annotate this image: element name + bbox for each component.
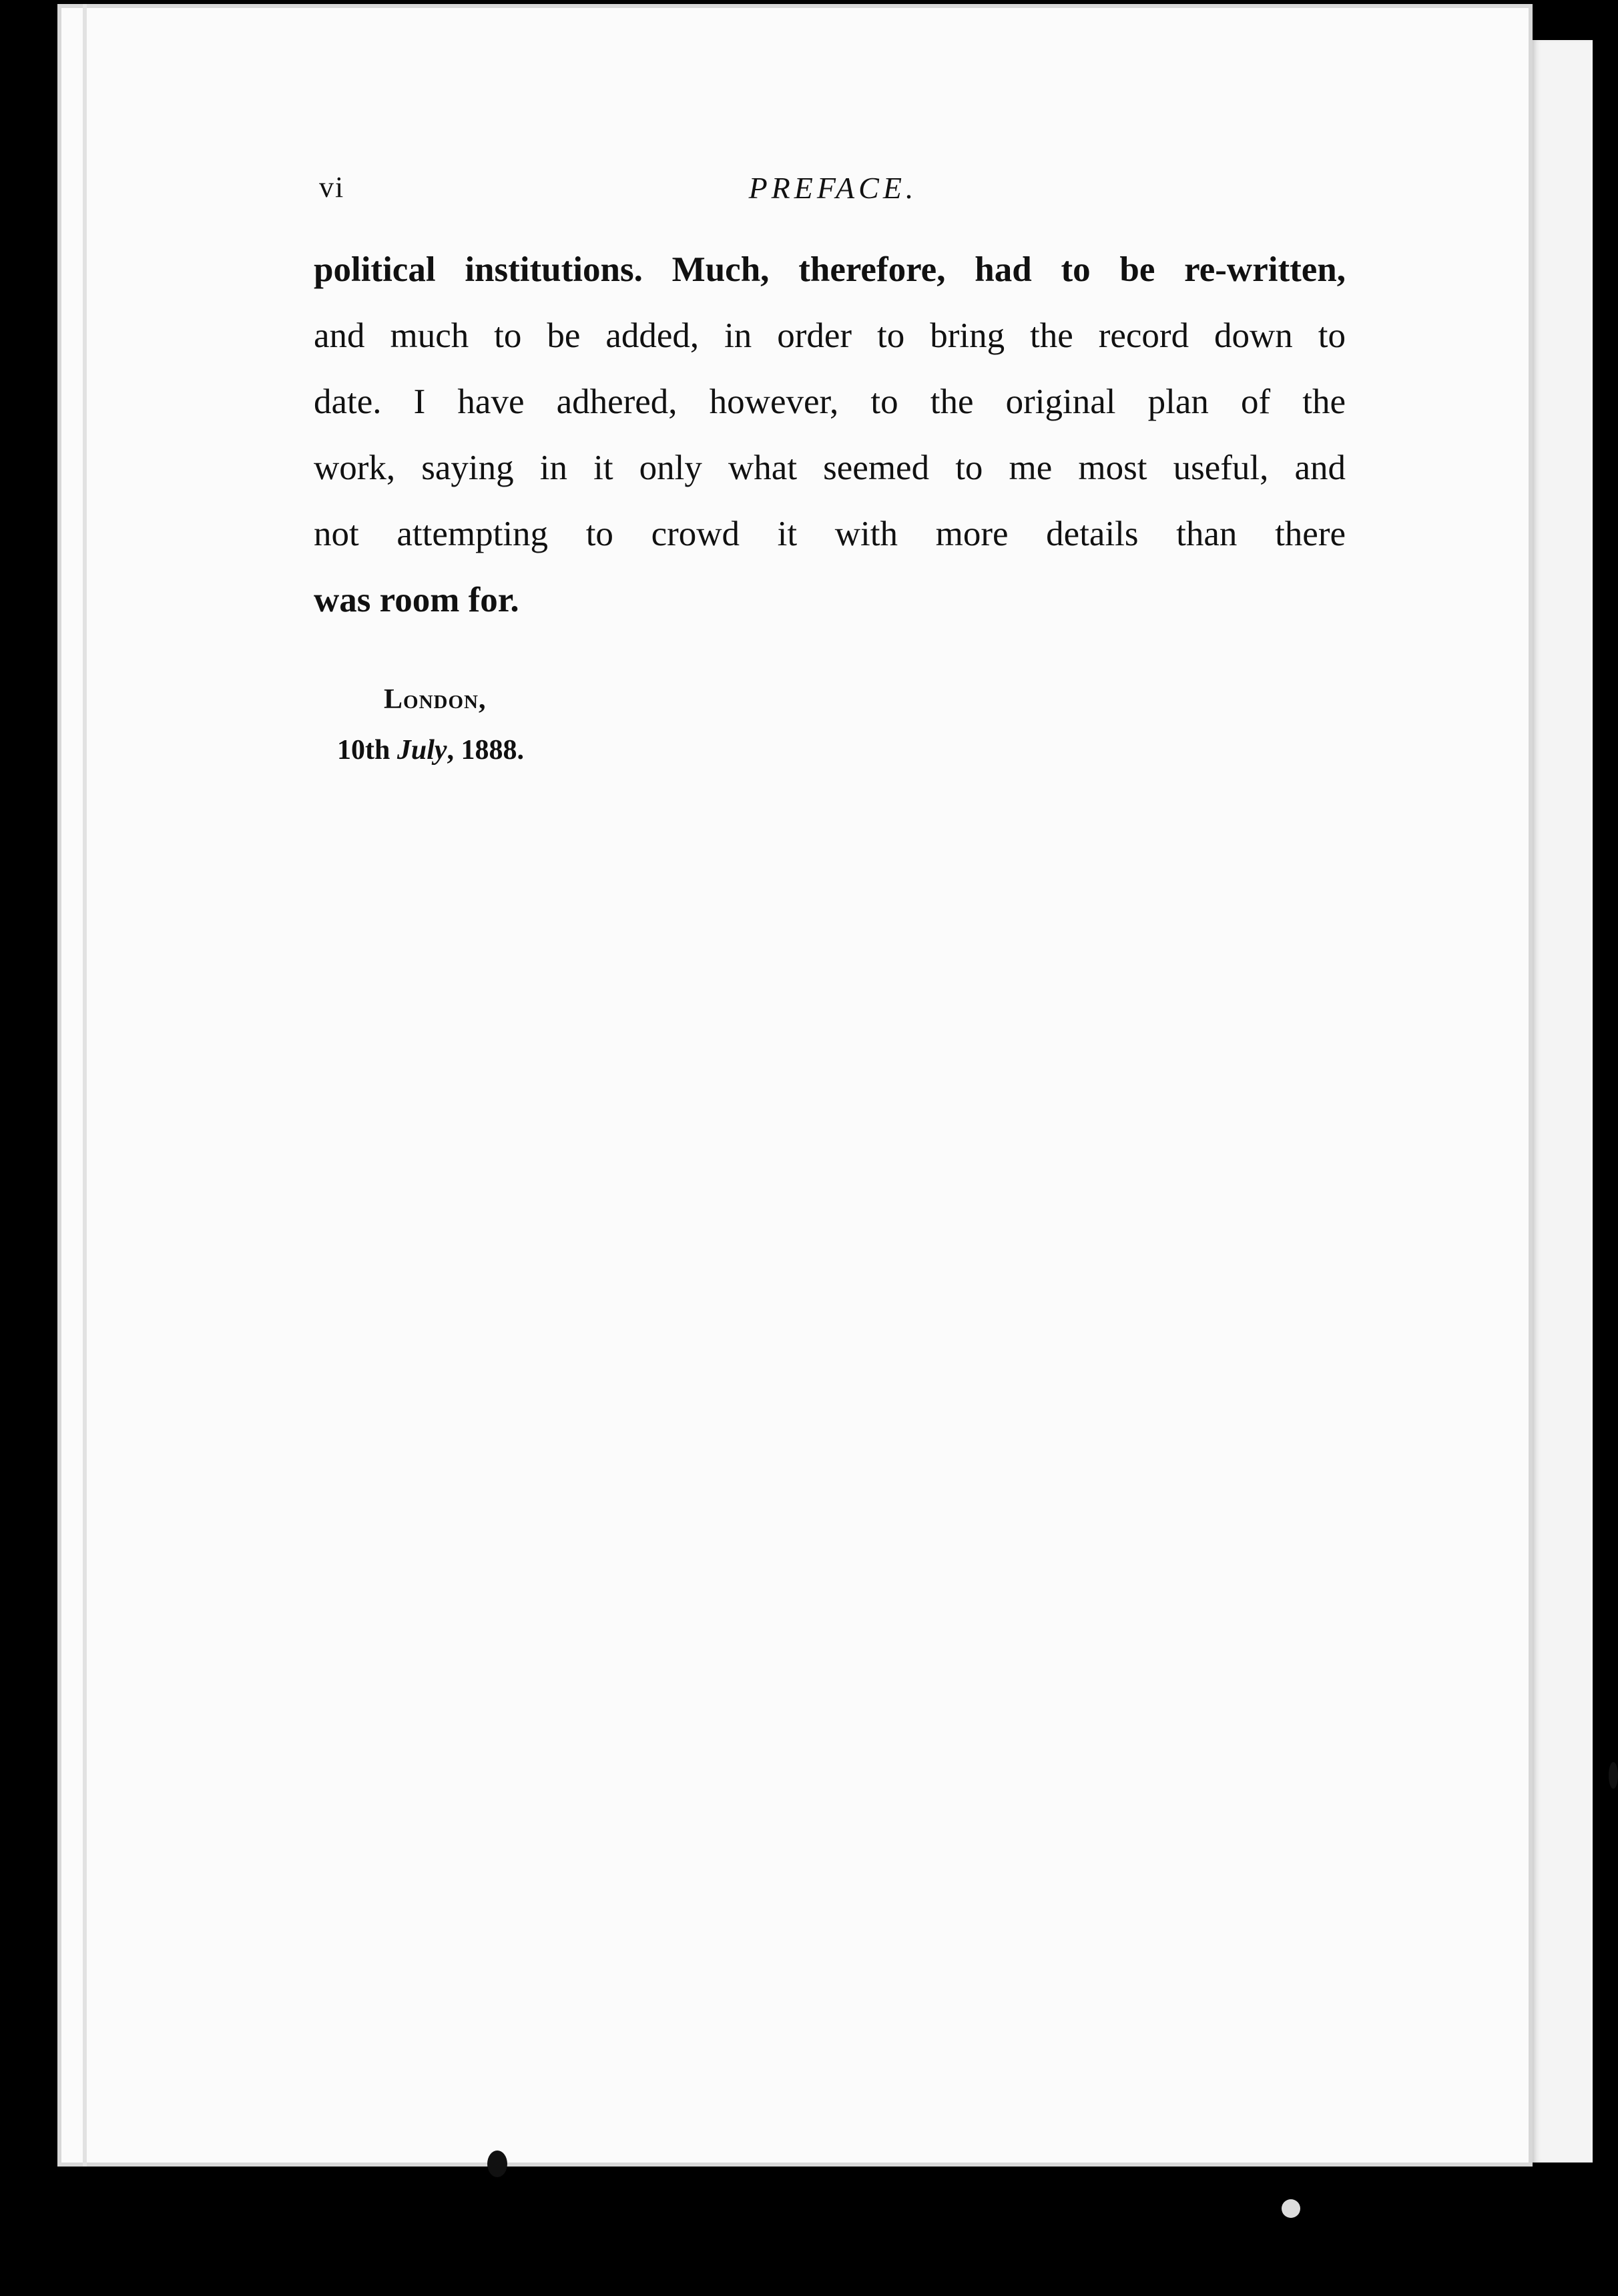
text-line: work, saying in it only what seemed to me most useful, and — [314, 449, 1346, 487]
page-number: vi — [319, 171, 345, 204]
adjacent-page-edge — [1533, 40, 1593, 2163]
date-day: 10th — [337, 735, 390, 766]
scan-speck — [487, 2150, 507, 2177]
scan-speck — [1282, 2199, 1300, 2218]
text-line: was room for. — [314, 581, 519, 619]
running-title: PREFACE. — [748, 171, 918, 205]
text-line: and much to be added, in order to bring the record down to — [314, 316, 1346, 355]
date-month: July — [396, 735, 447, 766]
running-head — [319, 170, 1347, 217]
date-year: , 1888. — [447, 735, 525, 766]
signature-place: London, — [384, 684, 487, 715]
preface-text — [314, 237, 1346, 633]
text-line: not attempting to crowd it with more details than there — [314, 515, 1346, 553]
text-line: date. I have adhered, however, to the original plan of the — [314, 382, 1346, 421]
scan-speck — [1609, 1762, 1618, 1789]
signature-date — [337, 725, 524, 776]
text-line: political institutions. Much, therefore, had to be re-written, — [314, 250, 1346, 289]
signature-block — [337, 674, 524, 776]
